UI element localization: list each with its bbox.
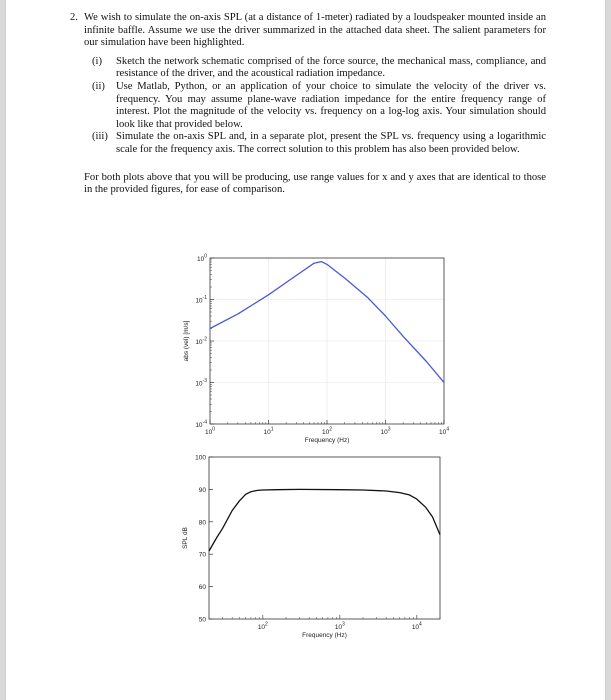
closing-paragraph: For both plots above that you will be producing, use range values for x and y axes that are identical to those in the provided figures, for ease of comparison.	[84, 171, 546, 196]
x-axis-label: Frequency (Hz)	[304, 437, 350, 444]
y-tick-label: $10^{-1}$	[195, 295, 207, 305]
y-tick-label: $10^{-3}$	[195, 378, 207, 388]
y-tick-label: 100	[195, 454, 206, 462]
item-text: Sketch the network schematic comprised of the force source, the mechanical mass, compliance, and resistance of the driver, and the acoustical radiation impedance.	[116, 55, 546, 80]
question-intro: We wish to simulate the on-axis SPL (at a distance of 1-meter) radiated by a loudspeaker mounted inside an infinite baffle. Assume we use the driver summarized in the attached data sheet. The salient parameters for our simulation have been highlighted.	[84, 12, 546, 49]
item-text: Simulate the on-axis SPL and, in a separate plot, present the SPL vs. frequency using a logarithmic scale for the frequency axis. The correct solution to this problem has also been provided below.	[116, 131, 546, 155]
x-tick-label: $10^4$	[438, 426, 450, 436]
document-page	[5, 0, 606, 700]
y-tick-label: 60	[198, 584, 206, 592]
question-number: 2.	[70, 12, 78, 23]
y-tick-label: $10^{-2}$	[195, 336, 207, 346]
x-tick-label: $10^4$	[411, 621, 422, 631]
y-tick-label: $10^0$	[196, 253, 207, 263]
x-tick-label: $10^3$	[380, 426, 391, 436]
item-label: (iii)	[92, 131, 108, 143]
y-tick-label: 80	[198, 519, 206, 527]
y-axis-label: SPL dB	[182, 527, 189, 549]
item-label: (i)	[92, 55, 102, 67]
x-tick-label: $10^1$	[263, 426, 274, 436]
x-tick-label: $10^0$	[204, 426, 216, 436]
x-tick-label: $10^2$	[321, 426, 333, 436]
item-label: (ii)	[92, 80, 105, 92]
y-tick-label: $10^{-4}$	[195, 419, 207, 429]
item-text: Use Matlab, Python, or an application of your choice to simulate the velocity of the driver vs. frequency. You may assume plane-wave radiation impedance for the entire frequency range of interest. Plot the magnitude of the velocity vs. frequency on a log-log axis. Your simulation should look like that provided below.	[116, 80, 546, 130]
velocity-plot	[6, 0, 607, 700]
y-axis-label: abs (vel) [m/s]	[183, 320, 190, 362]
y-tick-label: 50	[198, 616, 206, 624]
y-tick-label: 70	[198, 551, 206, 559]
x-tick-label: $10^3$	[334, 621, 345, 631]
x-axis-label: Frequency (Hz)	[302, 632, 347, 639]
x-tick-label: $10^2$	[257, 621, 268, 631]
y-tick-label: 90	[198, 486, 206, 494]
